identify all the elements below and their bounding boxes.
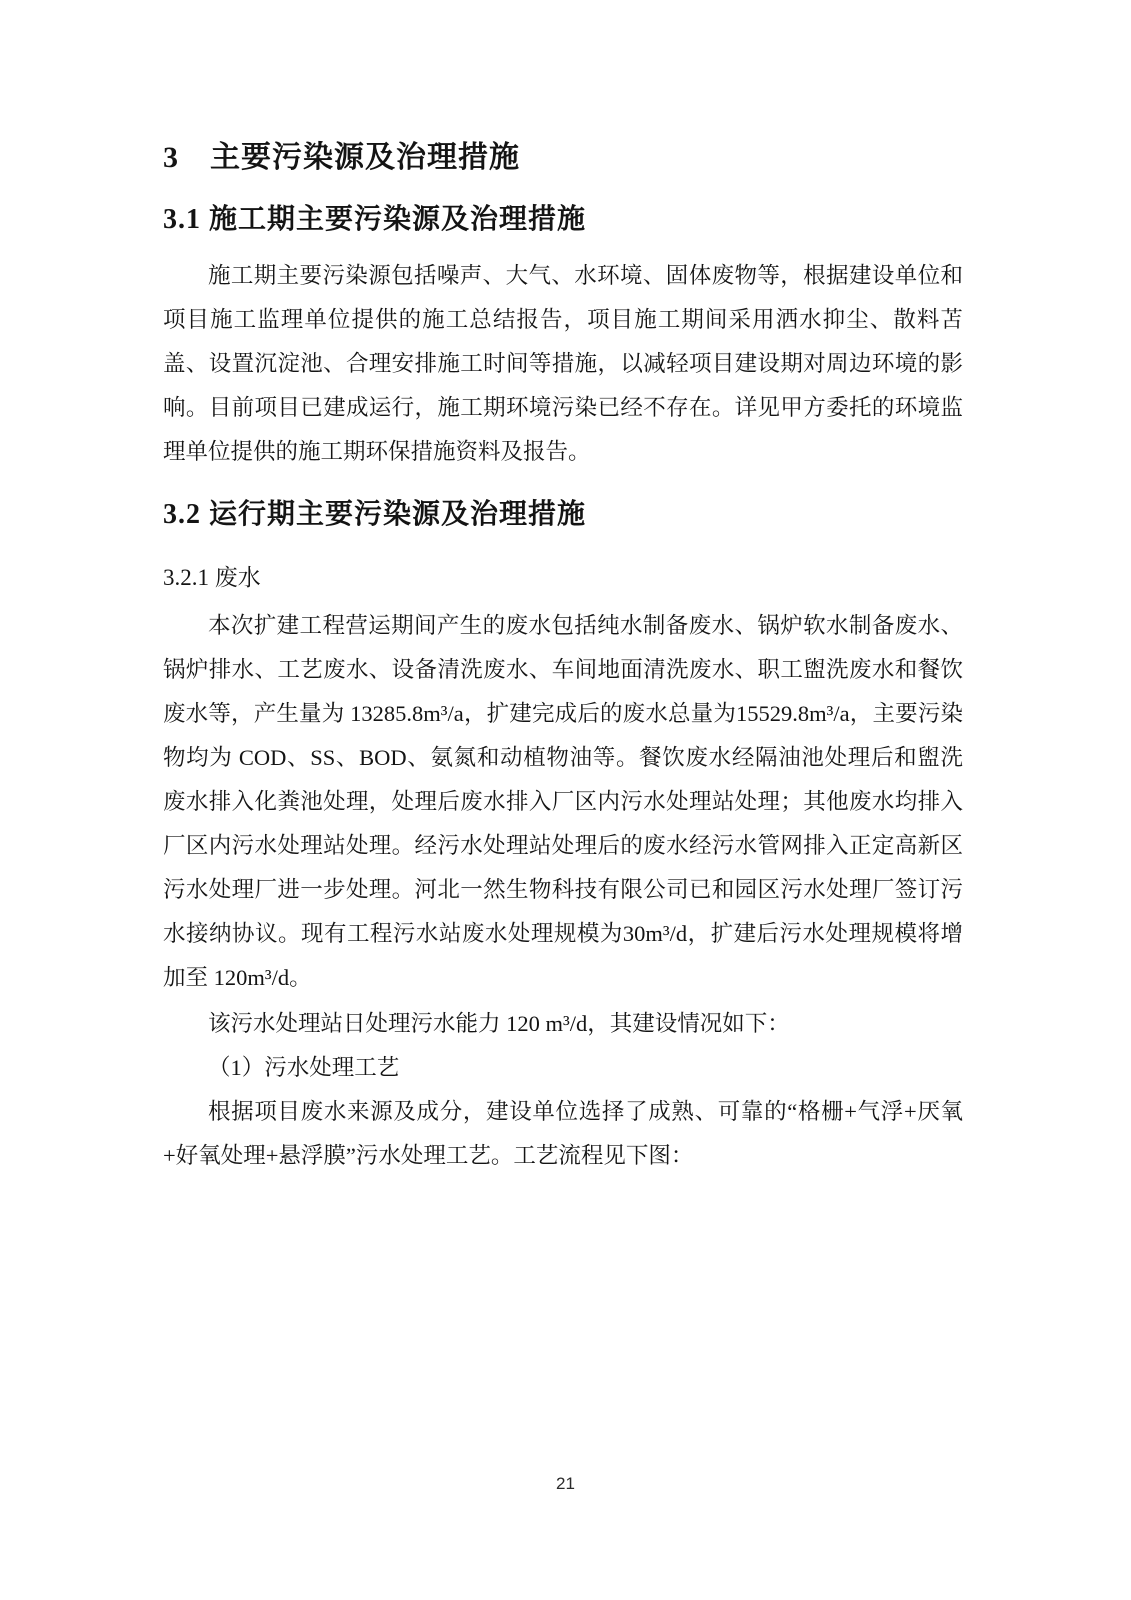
chapter-heading-3: 3 主要污染源及治理措施	[163, 141, 520, 174]
paragraph-process-description: 根据项目废水来源及成分，建设单位选择了成熟、可靠的“格栅+气浮+厌氧+好氧处理+悬浮膜”污水处理工艺。工艺流程见下图：	[163, 1099, 963, 1169]
page-number: 21	[556, 1474, 575, 1493]
section-heading-3-1: 3.1 施工期主要污染源及治理措施	[163, 203, 587, 235]
subsection-heading-3-2-1: 3.2.1 废水	[163, 565, 261, 591]
section-heading-3-2: 3.2 运行期主要污染源及治理措施	[163, 499, 587, 531]
paragraph-station-capacity: 该污水处理站日处理污水能力 120 m³/d，其建设情况如下：	[208, 1011, 790, 1037]
paragraph-process-item: （1）污水处理工艺	[208, 1055, 400, 1081]
document-content	[163, 138, 963, 1178]
page-footer	[0, 1474, 1131, 1494]
paragraph-wastewater-overview: 本次扩建工程营运期间产生的废水包括纯水制备废水、锅炉软水制备废水、锅炉排水、工艺废水、设备清洗废水、车间地面清洗废水、职工盥洗废水和餐饮废水等，产生量为 13285.8m³/a，扩建完成后的废水总量为15529.8m³/a，主要污染物均为 COD、SS、BOD、氨氮和动植物油等。餐饮废水经隔油池处理后和盥洗废水排入化粪池处理，处理后废水排入厂区内污水处理站处理；其他废水均排入厂区内污水处理站处理。经污水处理站处理后的废水经污水管网排入正定高新区污水处理厂进一步处理。河北一然生物科技有限公司已和园区污水处理厂签订污水接纳协议。现有工程污水站废水处理规模为30m³/d，扩建后污水处理规模将增加至 120m³/d。	[163, 613, 963, 991]
paragraph-construction-period: 施工期主要污染源包括噪声、大气、水环境、固体废物等，根据建设单位和项目施工监理单位提供的施工总结报告，项目施工期间采用洒水抑尘、散料苫盖、设置沉淀池、合理安排施工时间等措施，以减轻项目建设期对周边环境的影响。目前项目已建成运行，施工期环境污染已经不存在。详见甲方委托的环境监理单位提供的施工期环保措施资料及报告。	[163, 263, 963, 465]
